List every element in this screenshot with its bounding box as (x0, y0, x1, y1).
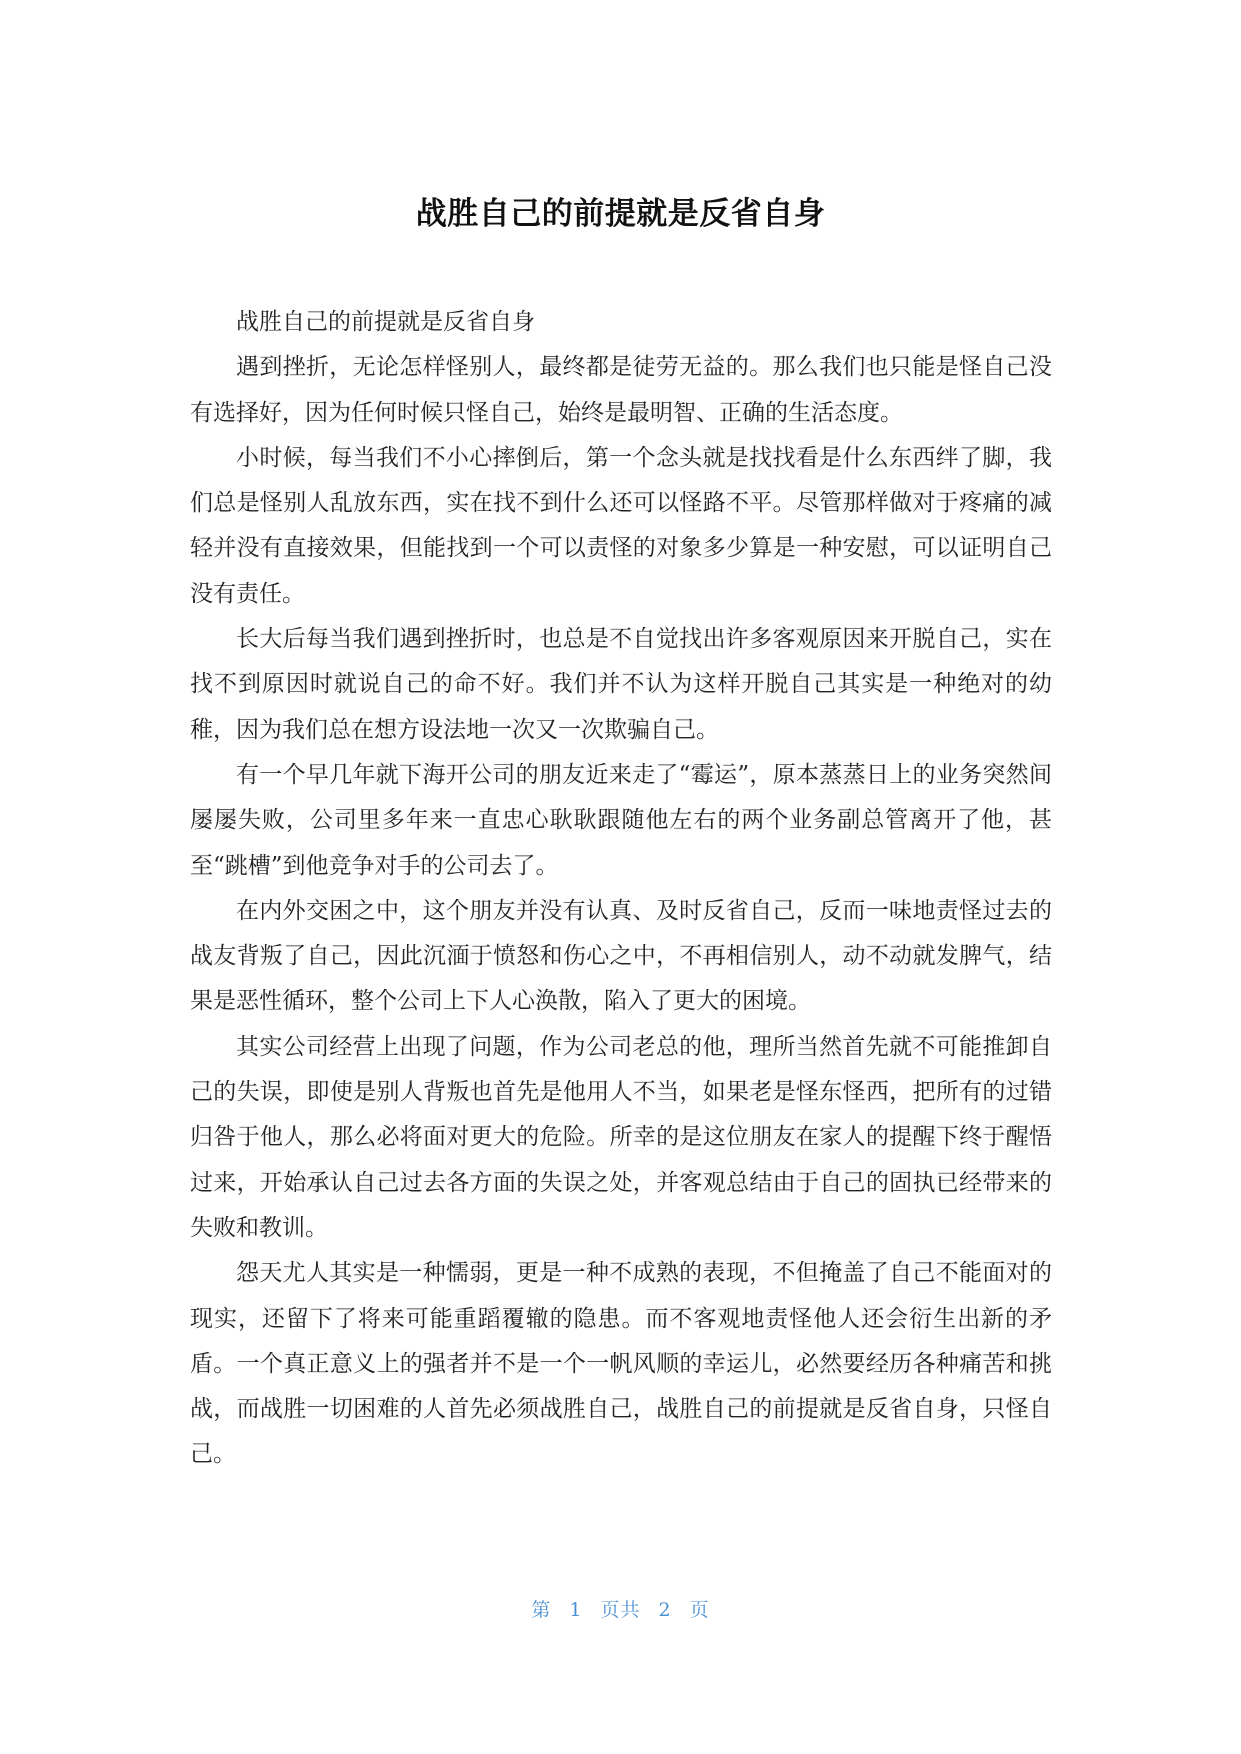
paragraph: 长大后每当我们遇到挫折时，也总是不自觉找出许多客观原因来开脱自己，实在找不到原因时就说自己的命不好。我们并不认为这样开脱自己其实是一种绝对的幼稚，因为我们总在想方设法地一次又一次欺骗自己。 (190, 626, 1052, 743)
page-label-prefix: 第 (531, 1599, 552, 1621)
page-label-suffix: 页 (689, 1599, 710, 1621)
total-pages-number: 2 (658, 1599, 672, 1621)
page-label-mid: 页共 (600, 1599, 641, 1621)
page-title: 战胜自己的前提就是反省自身 (415, 196, 826, 232)
paragraph: 小时候，每当我们不小心摔倒后，第一个念头就是找找看是什么东西绊了脚，我们总是怪别人乱放东西，实在找不到什么还可以怪路不平。尽管那样做对于疼痛的减轻并没有直接效果，但能找到一个可以责怪的对象多少算是一种安慰，可以证明自己没有责任。 (190, 444, 1052, 607)
current-page-number: 1 (569, 1599, 583, 1621)
paragraph: 战胜自己的前提就是反省自身 (236, 309, 535, 335)
paragraph: 怨天尤人其实是一种懦弱，更是一种不成熟的表现，不但掩盖了自己不能面对的现实，还留下了将来可能重蹈覆辙的隐患。而不客观地责怪他人还会衍生出新的矛盾。一个真正意义上的强者并不是一个一帆风顺的幸运儿，必然要经历各种痛苦和挑战，而战胜一切困难的人首先必须战胜自己，战胜自己的前提就是反省自身，只怪自己。 (190, 1260, 1052, 1468)
paragraph: 其实公司经营上出现了问题，作为公司老总的他，理所当然首先就不可能推卸自己的失误，即使是别人背叛也首先是他用人不当，如果老是怪东怪西，把所有的过错归咎于他人，那么必将面对更大的危险。所幸的是这位朋友在家人的提醒下终于醒悟过来，开始承认自己过去各方面的失误之处，并客观总结由于自己的固执已经带来的失败和教训。 (190, 1033, 1052, 1241)
page-number-footer (0, 1595, 1241, 1622)
paragraph: 遇到挫折，无论怎样怪别人，最终都是徒劳无益的。那么我们也只能是怪自己没有选择好，因为任何时候只怪自己，始终是最明智、正确的生活态度。 (190, 354, 1052, 426)
document-body (190, 300, 1052, 1478)
paragraph: 有一个早几年就下海开公司的朋友近来走了“霉运”，原本蒸蒸日上的业务突然间屡屡失败，公司里多年来一直忠心耿耿跟随他左右的两个业务副总管离开了他，甚至“跳槽”到他竞争对手的公司去了。 (190, 761, 1052, 879)
paragraph: 在内外交困之中，这个朋友并没有认真、及时反省自己，反而一味地责怪过去的战友背叛了自己，因此沉湎于愤怒和伤心之中，不再相信别人，动不动就发脾气，结果是恶性循环，整个公司上下人心涣散，陷入了更大的困境。 (190, 897, 1052, 1015)
